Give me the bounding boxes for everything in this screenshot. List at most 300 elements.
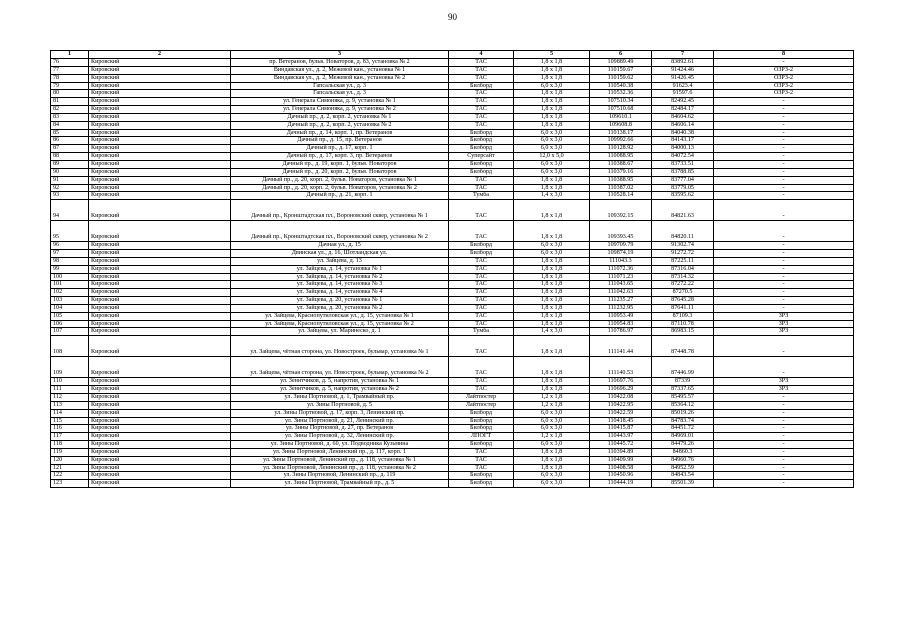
address-cell: ул. Зайцева, д. 14, установка № 2: [231, 273, 449, 281]
district-cell: Кировский: [89, 394, 231, 402]
address-cell: ул. Зины Портновой, Ленинский пр., д. 119: [231, 472, 449, 480]
coord-x-cell: 107510.34: [590, 98, 652, 106]
row-number-cell: 118: [51, 441, 89, 449]
row-number-cell: 91: [51, 176, 89, 184]
row-number-cell: 117: [51, 433, 89, 441]
table-row: [51, 312, 854, 320]
table-row: [51, 176, 854, 184]
size-cell: 1,8 x 1,8: [514, 98, 590, 106]
structure-type-cell: ТАС: [449, 90, 514, 98]
zone-note-cell: -: [714, 160, 854, 168]
table-row: [51, 394, 854, 402]
district-cell: Кировский: [89, 297, 231, 305]
column-header: 3: [231, 51, 449, 59]
row-number-cell: 108: [51, 336, 89, 357]
structure-type-cell: Билборд: [449, 168, 514, 176]
row-number-cell: 94: [51, 200, 89, 221]
coord-x-cell: 110159.67: [590, 66, 652, 74]
coord-y-cell: 83788.85: [652, 168, 714, 176]
size-cell: 1,8 x 1,8: [514, 113, 590, 121]
size-cell: 1,8 x 1,8: [514, 297, 590, 305]
coord-y-cell: 84843.54: [652, 472, 714, 480]
coord-y-cell: 83733.51: [652, 160, 714, 168]
table-row: [51, 192, 854, 200]
coord-y-cell: 87645.28: [652, 297, 714, 305]
table-row: [51, 472, 854, 480]
coord-x-cell: 110159.62: [590, 74, 652, 82]
coord-x-cell: 109889.49: [590, 59, 652, 67]
district-cell: Кировский: [89, 121, 231, 129]
table-row: [51, 281, 854, 289]
coord-x-cell: 110408.58: [590, 464, 652, 472]
table-row: [51, 401, 854, 409]
zone-note-cell: -: [714, 357, 854, 378]
structure-type-cell: Билборд: [449, 242, 514, 250]
coord-x-cell: 109610.1: [590, 113, 652, 121]
coord-x-cell: 110954.83: [590, 320, 652, 328]
table-row: [51, 59, 854, 67]
structure-type-cell: ТАС: [449, 304, 514, 312]
district-cell: Кировский: [89, 409, 231, 417]
district-cell: Кировский: [89, 90, 231, 98]
address-cell: ул. Зины Портновой, д. 5: [231, 401, 449, 409]
structure-type-cell: ТАС: [449, 281, 514, 289]
address-cell: ул. Зины Портновой, д. 27, пр. Ветеранов: [231, 425, 449, 433]
coord-x-cell: 110786.97: [590, 328, 652, 336]
row-number-cell: 104: [51, 304, 89, 312]
column-header: 2: [89, 51, 231, 59]
structure-type-cell: ТАС: [449, 200, 514, 221]
size-cell: 1,8 x 1,8: [514, 121, 590, 129]
table-row: [51, 378, 854, 386]
zone-note-cell: -: [714, 289, 854, 297]
row-number-cell: 92: [51, 184, 89, 192]
coord-x-cell: 110088.95: [590, 153, 652, 161]
zone-note-cell: ЗРЗ: [714, 378, 854, 386]
coord-x-cell: 110443.97: [590, 433, 652, 441]
coord-y-cell: 91426.45: [652, 74, 714, 82]
zone-note-cell: ЗРЗ: [714, 386, 854, 394]
district-cell: Кировский: [89, 74, 231, 82]
coord-y-cell: 84072.54: [652, 153, 714, 161]
address-cell: ул. Зайцева, д. 13: [231, 257, 449, 265]
district-cell: Кировский: [89, 448, 231, 456]
address-cell: ул. Зины Портновой, Ленинский пр., д. 118, установка № 1: [231, 456, 449, 464]
column-header: 4: [449, 51, 514, 59]
coord-x-cell: 110696.29: [590, 386, 652, 394]
address-cell: ул. Зайцева, д. 14, установка № 1: [231, 265, 449, 273]
row-number-cell: 76: [51, 59, 89, 67]
address-cell: Дачный пр., Кронштадтская пл., Вороновский сквер, установка № 1: [231, 200, 449, 221]
coord-x-cell: 111042.63: [590, 289, 652, 297]
district-cell: Кировский: [89, 82, 231, 90]
coord-x-cell: 111071.23: [590, 273, 652, 281]
coord-y-cell: 84000.13: [652, 145, 714, 153]
table-row: [51, 386, 854, 394]
district-cell: Кировский: [89, 417, 231, 425]
district-cell: Кировский: [89, 59, 231, 67]
table-row: [51, 221, 854, 242]
address-cell: ул. Зины Портновой, Ленинский пр., д. 117, корп. 1: [231, 448, 449, 456]
coord-y-cell: 85495.57: [652, 394, 714, 402]
size-cell: 1,8 x 1,8: [514, 456, 590, 464]
table-row: [51, 480, 854, 488]
structure-type-cell: Билборд: [449, 250, 514, 258]
coord-y-cell: 91623.4: [652, 82, 714, 90]
structure-type-cell: ТАС: [449, 456, 514, 464]
table-row: [51, 448, 854, 456]
district-cell: Кировский: [89, 200, 231, 221]
coord-x-cell: 111235.27: [590, 297, 652, 305]
address-cell: ул. Зины Портновой, д. 17, корп. 3, Ленинский пр.: [231, 409, 449, 417]
structure-type-cell: Тумба: [449, 328, 514, 336]
coord-y-cell: 85501.39: [652, 480, 714, 488]
structure-type-cell: ТАС: [449, 312, 514, 320]
row-number-cell: 113: [51, 401, 89, 409]
zone-note-cell: -: [714, 336, 854, 357]
structure-type-cell: Билборд: [449, 129, 514, 137]
structure-type-cell: ТАС: [449, 357, 514, 378]
address-cell: Виндавская ул., д. 2, Межевой кан., установка № 1: [231, 66, 449, 74]
table-row: [51, 265, 854, 273]
structure-type-cell: Билборд: [449, 480, 514, 488]
page-number: 90: [448, 12, 457, 22]
structure-type-cell: ТАС: [449, 74, 514, 82]
row-number-cell: 83: [51, 113, 89, 121]
row-number-cell: 110: [51, 378, 89, 386]
zone-note-cell: ЗРЗ: [714, 320, 854, 328]
address-cell: ул. Зенитчиков, д. 5, напротив, установка № 1: [231, 378, 449, 386]
structure-type-cell: Билборд: [449, 160, 514, 168]
coord-x-cell: 110540.38: [590, 82, 652, 90]
coord-y-cell: 87448.78: [652, 336, 714, 357]
address-cell: Дачный пр., д. 17, корп. 1: [231, 145, 449, 153]
table-row: [51, 184, 854, 192]
row-number-cell: 90: [51, 168, 89, 176]
coord-y-cell: 91302.74: [652, 242, 714, 250]
table-row: [51, 464, 854, 472]
zone-note-cell: -: [714, 106, 854, 114]
row-number-cell: 87: [51, 145, 89, 153]
row-number-cell: 84: [51, 121, 89, 129]
row-number-cell: 86: [51, 137, 89, 145]
zone-note-cell: -: [714, 464, 854, 472]
coord-y-cell: 84604.62: [652, 113, 714, 121]
coord-x-cell: 110388.67: [590, 160, 652, 168]
size-cell: 1,8 x 1,8: [514, 464, 590, 472]
structure-type-cell: ТАС: [449, 113, 514, 121]
zone-note-cell: -: [714, 153, 854, 161]
table-row: [51, 409, 854, 417]
row-number-cell: 116: [51, 425, 89, 433]
size-cell: 1,8 x 1,8: [514, 320, 590, 328]
district-cell: Кировский: [89, 472, 231, 480]
coord-y-cell: 87339: [652, 378, 714, 386]
address-cell: ул. Зины Портновой, д. 21, Ленинский пр.: [231, 417, 449, 425]
coord-y-cell: 84821.63: [652, 200, 714, 221]
table-row: [51, 289, 854, 297]
coord-y-cell: 84783.74: [652, 417, 714, 425]
coord-x-cell: 110409.99: [590, 456, 652, 464]
column-header: 1: [51, 51, 89, 59]
structure-type-cell: Билборд: [449, 409, 514, 417]
table-row: [51, 129, 854, 137]
size-cell: 6,0 x 3,0: [514, 242, 590, 250]
zone-note-cell: -: [714, 145, 854, 153]
size-cell: 6,0 x 3,0: [514, 160, 590, 168]
coord-x-cell: 109709.79: [590, 242, 652, 250]
row-number-cell: 106: [51, 320, 89, 328]
structure-type-cell: ТАС: [449, 289, 514, 297]
table-row: [51, 90, 854, 98]
size-cell: 6,0 x 3,0: [514, 250, 590, 258]
zone-note-cell: -: [714, 304, 854, 312]
zone-note-cell: -: [714, 192, 854, 200]
table-row: [51, 357, 854, 378]
structure-type-cell: Билборд: [449, 417, 514, 425]
table-row: [51, 200, 854, 221]
column-header: 8: [714, 51, 854, 59]
structure-type-cell: Билборд: [449, 137, 514, 145]
structure-type-cell: ТАС: [449, 66, 514, 74]
coord-y-cell: 91424.46: [652, 66, 714, 74]
size-cell: 6,0 x 3,0: [514, 480, 590, 488]
address-cell: Гапсальская ул., д. 3: [231, 82, 449, 90]
district-cell: Кировский: [89, 257, 231, 265]
district-cell: Кировский: [89, 464, 231, 472]
zone-note-cell: -: [714, 394, 854, 402]
structure-type-cell: ТАС: [449, 184, 514, 192]
address-cell: Дачный пр., д. 20, корп. 2, бульв. Новаторов: [231, 168, 449, 176]
table-row: [51, 320, 854, 328]
table-row: [51, 74, 854, 82]
coord-x-cell: 111072.36: [590, 265, 652, 273]
row-number-cell: 120: [51, 456, 89, 464]
coord-y-cell: 84479.26: [652, 441, 714, 449]
coord-x-cell: 111043.65: [590, 281, 652, 289]
coord-x-cell: 109393.45: [590, 221, 652, 242]
size-cell: 1,8 x 1,8: [514, 448, 590, 456]
row-number-cell: 102: [51, 289, 89, 297]
zone-note-cell: -: [714, 448, 854, 456]
address-cell: Дачный пр., д. 17, корп. 3, пр. Ветеранов: [231, 153, 449, 161]
table-header-row: [51, 51, 854, 59]
coord-y-cell: 84952.59: [652, 464, 714, 472]
row-number-cell: 115: [51, 417, 89, 425]
structure-type-cell: ТАС: [449, 98, 514, 106]
district-cell: Кировский: [89, 441, 231, 449]
row-number-cell: 89: [51, 160, 89, 168]
district-cell: Кировский: [89, 265, 231, 273]
table-row: [51, 441, 854, 449]
size-cell: 6,0 x 3,0: [514, 472, 590, 480]
size-cell: 6,0 x 3,0: [514, 82, 590, 90]
table-row: [51, 433, 854, 441]
coord-x-cell: 110394.89: [590, 448, 652, 456]
table-row: [51, 98, 854, 106]
zone-note-cell: -: [714, 221, 854, 242]
address-cell: Дачная ул., д. 15: [231, 242, 449, 250]
district-cell: Кировский: [89, 168, 231, 176]
structure-type-cell: Билборд: [449, 441, 514, 449]
address-cell: ул. Зины Портновой, д. 32, Ленинский пр.: [231, 433, 449, 441]
table-row: [51, 66, 854, 74]
coord-x-cell: 110450.96: [590, 472, 652, 480]
coord-x-cell: 110532.36: [590, 90, 652, 98]
row-number-cell: 82: [51, 106, 89, 114]
size-cell: 1,2 x 1,8: [514, 433, 590, 441]
district-cell: Кировский: [89, 273, 231, 281]
coord-x-cell: 111232.95: [590, 304, 652, 312]
structure-type-cell: Билборд: [449, 472, 514, 480]
coord-x-cell: 110387.02: [590, 184, 652, 192]
table-row: [51, 160, 854, 168]
district-cell: Кировский: [89, 250, 231, 258]
coord-x-cell: 110379.16: [590, 168, 652, 176]
column-header: 7: [652, 51, 714, 59]
size-cell: 1,8 x 1,8: [514, 90, 590, 98]
row-number-cell: 114: [51, 409, 89, 417]
row-number-cell: 99: [51, 265, 89, 273]
district-cell: Кировский: [89, 336, 231, 357]
structure-type-cell: Лайтпостер: [449, 401, 514, 409]
table-row: [51, 145, 854, 153]
district-cell: Кировский: [89, 192, 231, 200]
coord-y-cell: 83595.62: [652, 192, 714, 200]
zone-note-cell: -: [714, 265, 854, 273]
coord-y-cell: 91272.72: [652, 250, 714, 258]
district-cell: Кировский: [89, 145, 231, 153]
coord-y-cell: 85019.26: [652, 409, 714, 417]
coord-y-cell: 84960.76: [652, 456, 714, 464]
structure-type-cell: ТАС: [449, 320, 514, 328]
structure-type-cell: ТАС: [449, 464, 514, 472]
district-cell: Кировский: [89, 160, 231, 168]
column-header: 6: [590, 51, 652, 59]
district-cell: Кировский: [89, 106, 231, 114]
district-cell: Кировский: [89, 401, 231, 409]
row-number-cell: 105: [51, 312, 89, 320]
coord-y-cell: 86983.15: [652, 328, 714, 336]
row-number-cell: 96: [51, 242, 89, 250]
table-row: [51, 250, 854, 258]
address-cell: Дачный пр., д. 20, корп. 2, бульв. Новаторов, установка № 1: [231, 176, 449, 184]
zone-note-cell: -: [714, 113, 854, 121]
zone-note-cell: -: [714, 480, 854, 488]
size-cell: 1,8 x 1,8: [514, 357, 590, 378]
coord-x-cell: 109992.66: [590, 137, 652, 145]
address-cell: ул. Генерала Симоняка, д. 9, установка № 1: [231, 98, 449, 106]
size-cell: 1,8 x 1,8: [514, 289, 590, 297]
coord-y-cell: 87225.11: [652, 257, 714, 265]
address-cell: Двинская ул., д. 16, Шотландская ул.: [231, 250, 449, 258]
address-cell: ул. Генерала Симоняка, д. 9, установка № 2: [231, 106, 449, 114]
address-cell: ул. Зайцева, д. 14, установка № 3: [231, 281, 449, 289]
district-cell: Кировский: [89, 304, 231, 312]
size-cell: 6,0 x 3,0: [514, 129, 590, 137]
table-row: [51, 328, 854, 336]
district-cell: Кировский: [89, 328, 231, 336]
coord-y-cell: 87109.3: [652, 312, 714, 320]
district-cell: Кировский: [89, 480, 231, 488]
size-cell: 6,0 x 3,0: [514, 441, 590, 449]
district-cell: Кировский: [89, 98, 231, 106]
structure-type-cell: Суперсайт: [449, 153, 514, 161]
zone-note-cell: -: [714, 250, 854, 258]
table-body: [51, 59, 854, 488]
zone-note-cell: -: [714, 417, 854, 425]
address-cell: ул. Зины Портновой, д. 60, ул. Подводника Кузьмина: [231, 441, 449, 449]
zone-note-cell: -: [714, 425, 854, 433]
coord-x-cell: 110444.19: [590, 480, 652, 488]
row-number-cell: 100: [51, 273, 89, 281]
structure-type-cell: ТАС: [449, 378, 514, 386]
coord-y-cell: 83779.05: [652, 184, 714, 192]
zone-note-cell: -: [714, 129, 854, 137]
coord-y-cell: 83777.04: [652, 176, 714, 184]
structure-type-cell: ТАС: [449, 176, 514, 184]
coord-x-cell: 110415.87: [590, 425, 652, 433]
coord-y-cell: 83892.61: [652, 59, 714, 67]
address-cell: пр. Ветеранов, бульв. Новаторов, д. 83, установка № 2: [231, 59, 449, 67]
table-row: [51, 168, 854, 176]
coord-y-cell: 87446.99: [652, 357, 714, 378]
district-cell: Кировский: [89, 129, 231, 137]
placement-table: [50, 50, 854, 488]
structure-type-cell: Тумба: [449, 192, 514, 200]
row-number-cell: 112: [51, 394, 89, 402]
row-number-cell: 88: [51, 153, 89, 161]
zone-note-cell: ОЗРЗ-2: [714, 82, 854, 90]
size-cell: 1,2 x 1,8: [514, 401, 590, 409]
row-number-cell: 77: [51, 66, 89, 74]
size-cell: 1,4 x 3,0: [514, 192, 590, 200]
row-number-cell: 107: [51, 328, 89, 336]
table-row: [51, 257, 854, 265]
size-cell: 1,8 x 1,8: [514, 386, 590, 394]
district-cell: Кировский: [89, 433, 231, 441]
size-cell: 1,8 x 1,8: [514, 378, 590, 386]
address-cell: Дачный пр., д. 20, корп. 2, бульв. Новаторов, установка № 2: [231, 184, 449, 192]
address-cell: ул. Зины Портновой, Трамвайный пр., д. 5: [231, 480, 449, 488]
structure-type-cell: ТАС: [449, 273, 514, 281]
address-cell: Дачный пр., д. 15, пр. Ветеранов: [231, 137, 449, 145]
coord-x-cell: 111140.53: [590, 357, 652, 378]
structure-type-cell: Билборд: [449, 145, 514, 153]
district-cell: Кировский: [89, 221, 231, 242]
coord-y-cell: 82492.45: [652, 98, 714, 106]
row-number-cell: 123: [51, 480, 89, 488]
size-cell: 1,8 x 1,8: [514, 336, 590, 357]
structure-type-cell: ТАС: [449, 257, 514, 265]
table-row: [51, 297, 854, 305]
address-cell: ул. Зины Портновой, д. 1, Трамвайный пр.: [231, 394, 449, 402]
zone-note-cell: -: [714, 401, 854, 409]
zone-note-cell: ОЗРЗ-2: [714, 74, 854, 82]
address-cell: ул. Зайцева, д. 20, установка № 2: [231, 304, 449, 312]
address-cell: ул. Зайцева, д. 14, установка № 4: [231, 289, 449, 297]
size-cell: 1,8 x 1,8: [514, 59, 590, 67]
table-row: [51, 137, 854, 145]
coord-y-cell: 87314.32: [652, 273, 714, 281]
coord-y-cell: 85364.12: [652, 401, 714, 409]
address-cell: ул. Зайцева, Краснопутиловская ул., д. 15, установка № 2: [231, 320, 449, 328]
size-cell: 1,8 x 1,8: [514, 273, 590, 281]
district-cell: Кировский: [89, 137, 231, 145]
size-cell: 1,8 x 1,8: [514, 184, 590, 192]
coord-x-cell: 107510.68: [590, 106, 652, 114]
size-cell: 1,8 x 1,8: [514, 304, 590, 312]
